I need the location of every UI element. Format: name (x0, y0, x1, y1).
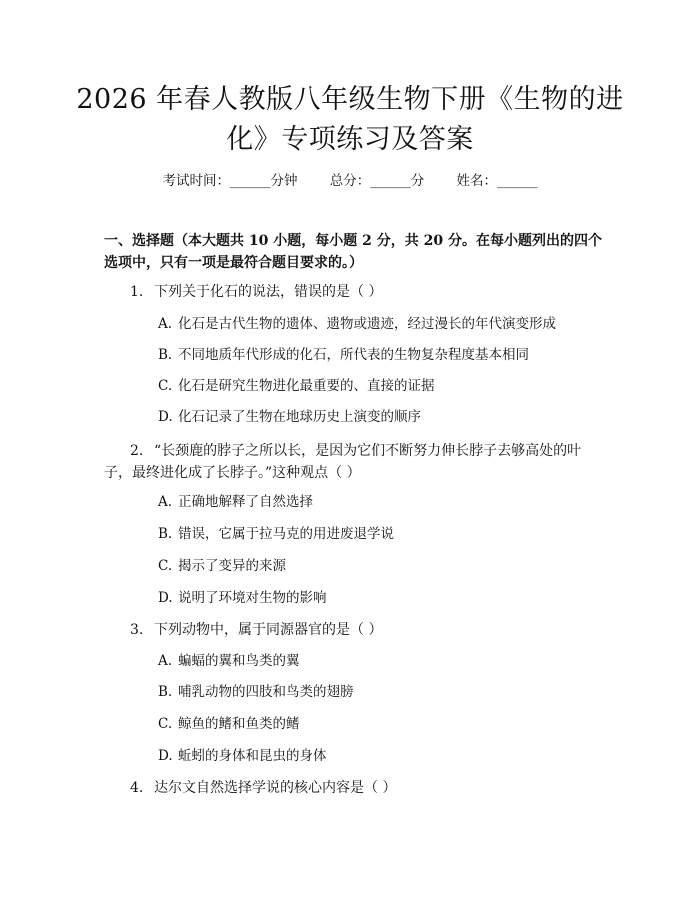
option (158, 376, 435, 396)
option-letter: C. (158, 558, 173, 574)
option-letter: C. (158, 378, 173, 394)
option (158, 556, 286, 576)
option-text: 蚯蚓的身体和昆虫的身体 (178, 748, 327, 764)
option-letter: D. (158, 748, 173, 764)
option-letter: B. (158, 526, 173, 542)
option (158, 714, 300, 734)
exam-meta (0, 169, 700, 189)
option-letter: B. (158, 684, 173, 700)
option (158, 682, 354, 702)
question-number: 2. (130, 443, 144, 459)
question-2 (104, 440, 604, 484)
option-letter: A. (158, 653, 173, 669)
option-text: 正确地解释了自然选择 (178, 494, 313, 510)
option (158, 407, 421, 427)
question-4 (104, 777, 604, 799)
question-1 (104, 281, 604, 303)
option-text: 不同地质年代形成的化石，所代表的生物复杂程度基本相同 (178, 347, 529, 363)
question-text: 下列动物中，属于同源器官的是（ ） (154, 622, 383, 638)
option-text: 化石记录了生物在地球历史上演变的顺序 (178, 409, 421, 425)
total-score: 总分：______分 (329, 173, 425, 189)
page-title (60, 80, 640, 160)
student-name: 姓名：______ (456, 173, 538, 189)
option (158, 345, 529, 365)
section-heading: 一、选择题（本大题共 10 小题，每小题 2 分，共 20 分。在每小题列出的四个选项中，只有一项是最符合题目要求的。） (104, 233, 602, 271)
title-line-1: 2026 年春人教版八年级生物下册《生物的进 (76, 84, 624, 115)
question-3 (104, 619, 604, 641)
option-text: 化石是研究生物进化最重要的、直接的证据 (178, 378, 435, 394)
option-letter: B. (158, 347, 173, 363)
option (158, 524, 394, 544)
option-letter: A. (158, 316, 173, 332)
option (158, 314, 556, 334)
question-number: 4. (130, 780, 144, 796)
question-number: 3. (130, 622, 144, 638)
question-text: “长颈鹿的脖子之所以长，是因为它们不断努力伸长脖子去够高处的叶子，最终进化成了长脖子。”这种观点（ ） (104, 443, 582, 481)
option-letter: A. (158, 494, 173, 510)
question-number: 1. (130, 284, 144, 300)
question-text: 下列关于化石的说法，错误的是（ ） (154, 284, 383, 300)
option-text: 揭示了变异的来源 (178, 558, 286, 574)
option-letter: C. (158, 716, 173, 732)
option-text: 鲸鱼的鳍和鱼类的鳍 (178, 716, 300, 732)
option-letter: D. (158, 590, 173, 606)
option (158, 588, 327, 608)
option (158, 651, 300, 671)
option (158, 746, 327, 766)
option-letter: D. (158, 409, 173, 425)
option-text: 蝙蝠的翼和鸟类的翼 (178, 653, 300, 669)
title-line-2: 化》专项练习及答案 (226, 124, 474, 155)
option-text: 错误，它属于拉马克的用进废退学说 (178, 526, 394, 542)
option-text: 说明了环境对生物的影响 (178, 590, 327, 606)
exam-time: 考试时间：______分钟 (162, 173, 298, 189)
question-text: 达尔文自然选择学说的核心内容是（ ） (154, 780, 397, 796)
option-text: 化石是古代生物的遗体、遗物或遗迹，经过漫长的年代演变形成 (178, 316, 556, 332)
option-text: 哺乳动物的四肢和鸟类的翅膀 (178, 684, 354, 700)
option (158, 492, 313, 512)
